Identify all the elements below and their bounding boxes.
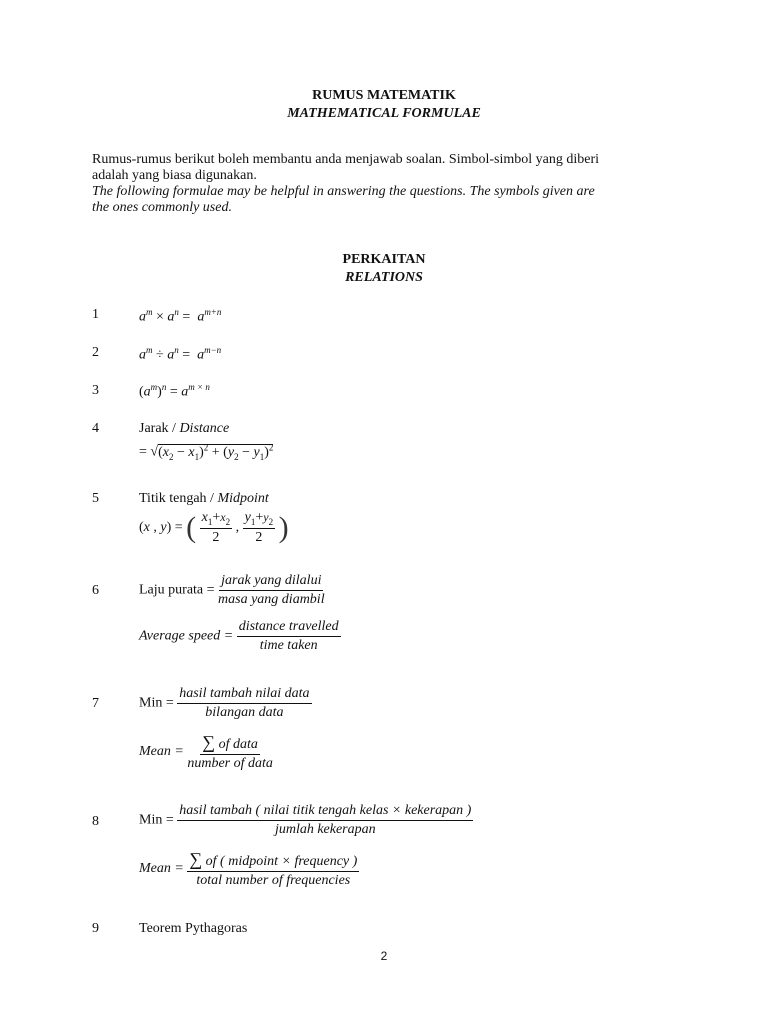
distance-label-ms: Jarak /	[139, 421, 180, 436]
formula-midpoint: (x , y) = ( $\frac{x_1+x_2}{2}$ , $\frac{y_1+y_2}{2}$ )	[139, 510, 289, 545]
mean-denominator-ms: bilangan data	[205, 705, 284, 720]
formula-mean-en	[139, 732, 273, 772]
formula-distance: = $√(x_2 - x_1)^2 + (y_2 - y_1)^2$	[139, 442, 274, 462]
grouped-mean-denominator-ms: jumlah kekerapan	[274, 822, 376, 837]
item-number-7: 7	[92, 696, 99, 711]
item-number-9: 9	[92, 921, 99, 936]
midpoint-label	[139, 491, 269, 507]
item-number-5: 5	[92, 491, 99, 506]
item-number-1: 1	[92, 307, 99, 322]
grouped-mean-label-ms: Min =	[139, 812, 174, 828]
formula-index-divide: $a^m \div a^n = a^{m-n}$	[139, 345, 222, 363]
formula-average-speed-en	[139, 619, 341, 654]
midpoint-label-ms: Titik tengah /	[139, 491, 218, 506]
title-english: MATHEMATICAL FORMULAE	[287, 106, 481, 121]
midpoint-label-en: Midpoint	[217, 491, 269, 506]
sigma-symbol: ∑	[189, 849, 203, 869]
formula-grouped-mean-ms	[139, 803, 473, 838]
formula-grouped-mean-en	[139, 849, 359, 889]
average-speed-label-en: Average speed =	[139, 628, 234, 644]
average-speed-denominator-en: time taken	[259, 638, 318, 653]
formula-average-speed-ms	[139, 573, 325, 608]
section-title-malay: PERKAITAN	[342, 252, 426, 267]
item-number-3: 3	[92, 383, 99, 398]
average-speed-numerator-ms: jarak yang dilalui	[219, 573, 323, 591]
formula-index-multiply: $a^m \times a^n = a^{m+n}$	[139, 307, 222, 325]
item-number-4: 4	[92, 421, 99, 436]
intro-text	[92, 152, 692, 216]
formula-mean-ms	[139, 686, 312, 721]
intro-ms-line2: adalah yang biasa digunakan.	[92, 168, 257, 183]
grouped-mean-denominator-en: total number of frequencies	[196, 873, 351, 888]
grouped-mean-label-en: Mean =	[139, 861, 184, 877]
page-number: 2	[380, 949, 388, 963]
item-number-6: 6	[92, 583, 99, 598]
average-speed-numerator-en: distance travelled	[237, 619, 341, 637]
formula-index-power: $(a^m)^n = a^{m \times n}$	[139, 382, 210, 400]
intro-ms-line1: Rumus-rumus berikut boleh membantu anda menjawab soalan. Simbol-simbol yang diberi	[92, 152, 600, 167]
intro-en-line2: the ones commonly used.	[92, 200, 232, 215]
item-number-8: 8	[92, 814, 99, 829]
grouped-mean-numerator-en: of ( midpoint × frequency )	[205, 854, 358, 869]
pythagoras-label: Teorem Pythagoras	[139, 921, 248, 936]
mean-label-ms: Min =	[139, 695, 174, 711]
distance-label-en: Distance	[179, 421, 230, 436]
mean-numerator-en: of data	[218, 737, 258, 752]
section-title-english: RELATIONS	[345, 270, 423, 285]
item-number-2: 2	[92, 345, 99, 360]
mean-numerator-ms: hasil tambah nilai data	[177, 686, 311, 704]
mean-label-en: Mean =	[139, 744, 184, 760]
mean-denominator-en: number of data	[187, 756, 273, 771]
sigma-symbol: ∑	[202, 732, 216, 752]
intro-en-line1: The following formulae may be helpful in answering the questions. The symbols given are	[92, 184, 595, 199]
grouped-mean-numerator-ms: hasil tambah ( nilai titik tengah kelas × kekerapan )	[177, 803, 473, 821]
average-speed-label-ms: Laju purata =	[139, 582, 215, 598]
distance-label	[139, 421, 229, 437]
title-malay: RUMUS MATEMATIK	[312, 88, 456, 103]
average-speed-denominator-ms: masa yang diambil	[218, 592, 325, 607]
